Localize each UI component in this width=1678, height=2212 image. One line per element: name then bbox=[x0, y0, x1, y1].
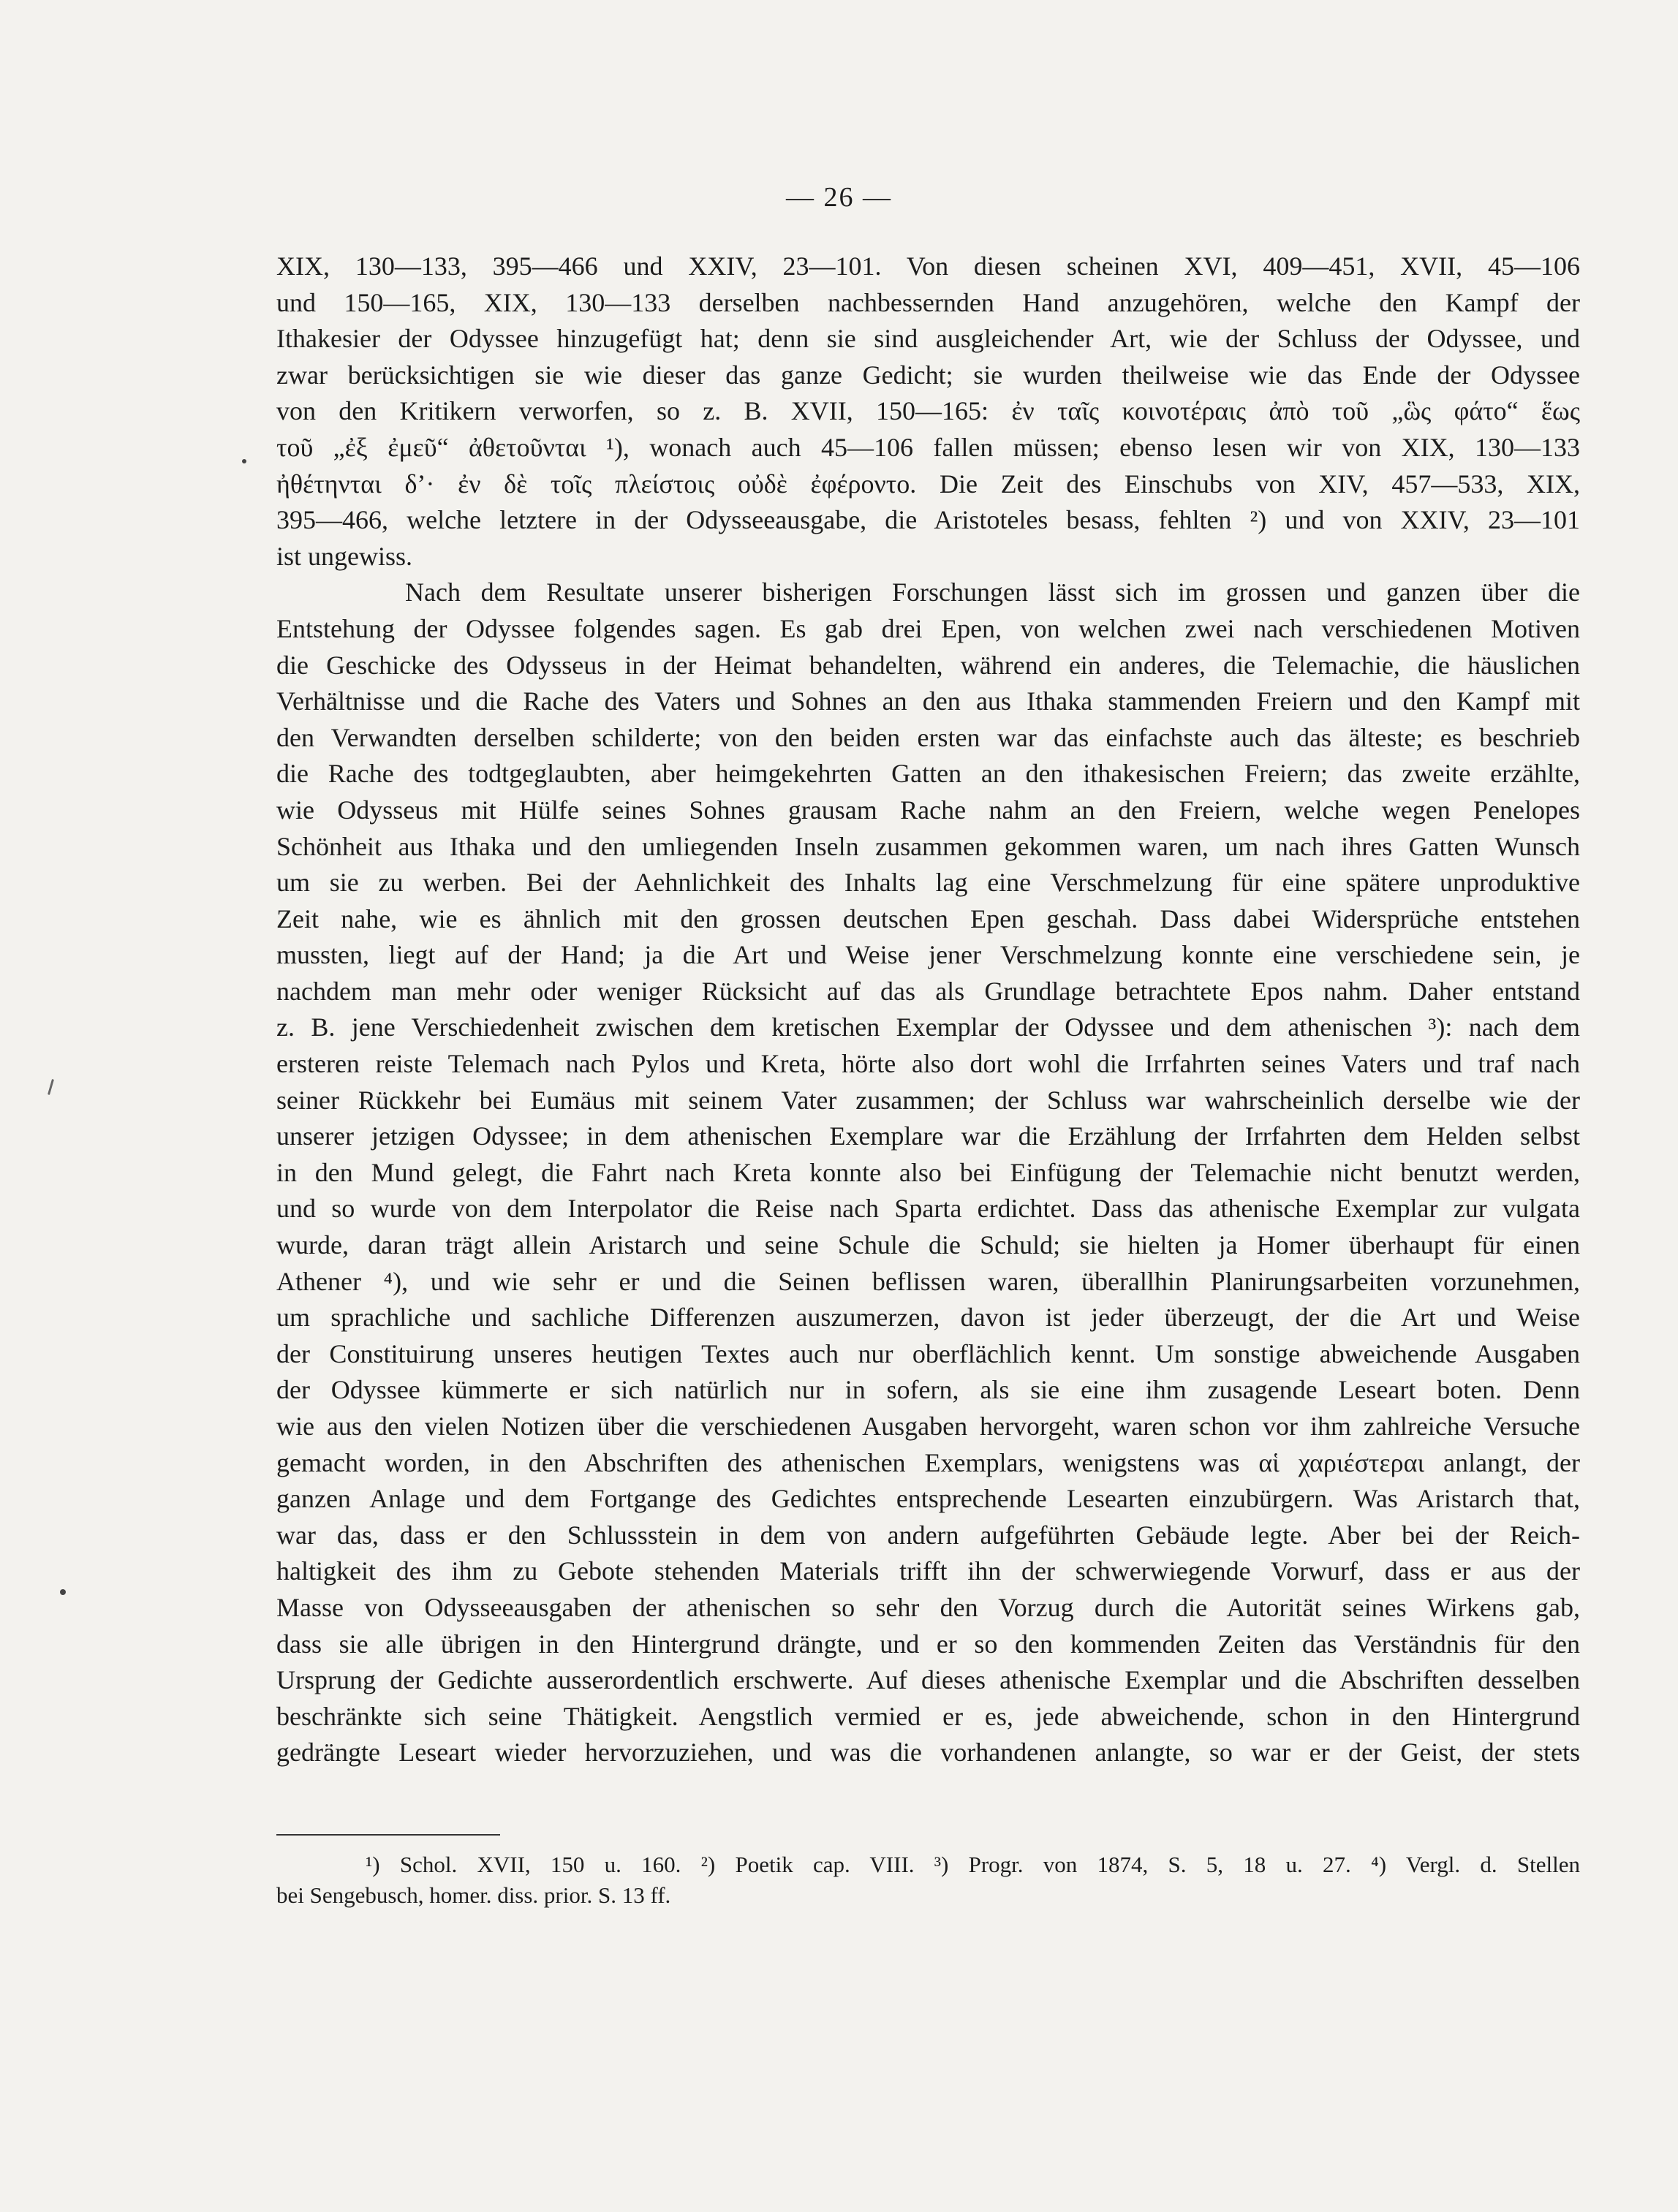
text-line: gedrängte Leseart wieder hervorzuziehen, und was die vorhandenen anlangte, so war er der Geist, der stets bbox=[276, 1738, 1580, 1768]
text-line: gemacht worden, in den Abschriften des athenischen Exemplars, wenigstens was αἱ χαριέστεραι anlangt, der bbox=[276, 1447, 1580, 1477]
text-line: wurde, daran trägt allein Aristarch und seine Schule die Schuld; sie hielten ja Homer überhaupt für einen bbox=[276, 1230, 1580, 1260]
text-line: die Geschicke des Odysseus in der Heimat behandelten, während ein anderes, die Telemachie, die häuslichen bbox=[276, 650, 1580, 680]
footnote-line: ¹) Schol. XVII, 150 u. 160. ²) Poetik cap. VIII. ³) Progr. von 1874, S. 5, 18 u. 27. ⁴) Vergl. d. Stellen bbox=[366, 1852, 1580, 1877]
text-line: Zeit nahe, wie es ähnlich mit den grossen deutschen Epen geschah. Dass dabei Widersprüche entstehen bbox=[276, 904, 1580, 933]
text-line: zwar berücksichtigen sie wie dieser das ganze Gedicht; sie wurden theilweise wie das Ende der Odyssee bbox=[276, 360, 1580, 390]
text-line: Athener ⁴), und wie sehr er und die Seinen beflissen waren, überallhin Planirungsarbeiten vorzunehmen, bbox=[276, 1266, 1580, 1296]
margin-tick bbox=[48, 1079, 54, 1095]
text-line: XIX, 130—133, 395—466 und XXIV, 23—101. Von diesen scheinen XVI, 409—451, XVII, 45—106 bbox=[276, 251, 1580, 281]
text-line: unserer jetzigen Odyssee; in dem athenischen Exemplare war die Erzählung der Irrfahrten dem Helden selbst bbox=[276, 1121, 1580, 1151]
text-line: Masse von Odysseeausgaben der athenischen so sehr den Vorzug durch die Autorität seines Wirkens gab, bbox=[276, 1592, 1580, 1622]
margin-dot bbox=[60, 1589, 66, 1595]
text-line: und so wurde von dem Interpolator die Reise nach Sparta erdichtet. Dass das athenische Exemplar zur vulgata bbox=[276, 1194, 1580, 1224]
text-line: wie Odysseus mit Hülfe seines Sohnes grausam Rache nahm an den Freiern, welche wegen Penelopes bbox=[276, 795, 1580, 825]
text-line: in den Mund gelegt, die Fahrt nach Kreta konnte also bei Einfügung der Telemachie nicht benutzt werden, bbox=[276, 1157, 1580, 1187]
footnote-line: bei Sengebusch, homer. diss. prior. S. 13 ff. bbox=[276, 1882, 671, 1908]
footnote-divider bbox=[276, 1834, 500, 1836]
text-line: um sie zu werben. Bei der Aehnlichkeit des Inhalts lag eine Verschmelzung für eine spätere unproduktive bbox=[276, 868, 1580, 898]
text-line: Entstehung der Odyssee folgendes sagen. Es gab drei Epen, von welchen zwei nach verschiedenen Motiven bbox=[276, 613, 1580, 643]
footnotes bbox=[276, 1849, 1580, 1911]
text-line: Ithakesier der Odyssee hinzugefügt hat; denn sie sind ausgleichender Art, wie der Schluss der Odyssee, und bbox=[276, 324, 1580, 354]
text-line: Schönheit aus Ithaka und den umliegenden Inseln zusammen gekommen waren, um nach ihres Gatten Wunsch bbox=[276, 831, 1580, 861]
text-line: war das, dass er den Schlussstein in dem von andern aufgeführten Gebäude legte. Aber bei der Reich- bbox=[276, 1520, 1580, 1550]
text-line: Verhältnisse und die Rache des Vaters und Sohnes an den aus Ithaka stammenden Freiern und den Kampf mit bbox=[276, 686, 1580, 716]
text-line: 395—466, welche letztere in der Odysseeausgabe, die Aristoteles besass, fehlten ²) und von XXIV, 23—101 bbox=[276, 505, 1580, 535]
text-line: die Rache des todtgeglaubten, aber heimgekehrten Gatten an den ithakesischen Freiern; das zweite erzählte, bbox=[276, 759, 1580, 789]
text-line: z. B. jene Verschiedenheit zwischen dem kretischen Exemplar der Odyssee und dem athenischen ³): nach dem bbox=[276, 1012, 1580, 1042]
text-line: dass sie alle übrigen in den Hintergrund drängte, und er so den kommenden Zeiten das Verständnis für den bbox=[276, 1629, 1580, 1659]
text-line: ersteren reiste Telemach nach Pylos und Kreta, hörte also dort wohl die Irrfahrten seines Vaters und traf nach bbox=[276, 1049, 1580, 1079]
text-line: seiner Rückkehr bei Eumäus mit seinem Vater zusammen; der Schluss war wahrscheinlich derselbe wie der bbox=[276, 1085, 1580, 1115]
text-line: und 150—165, XIX, 130—133 derselben nachbessernden Hand anzugehören, welche den Kampf der bbox=[276, 287, 1580, 317]
text-line: um sprachliche und sachliche Differenzen auszumerzen, davon ist jeder überzeugt, der die Art und Weise bbox=[276, 1303, 1580, 1333]
text-line: von den Kritikern verworfen, so z. B. XVII, 150—165: ἐν ταῖς κοινοτέραις ἀπὸ τοῦ „ὣς φάτο“ ἕως bbox=[276, 396, 1580, 426]
text-line: mussten, liegt auf der Hand; ja die Art und Weise jener Verschmelzung konnte eine verschiedene sein, je bbox=[276, 940, 1580, 970]
text-line: ganzen Anlage und dem Fortgange des Gedichtes entsprechende Lesearten einzubürgern. Was Aristarch that, bbox=[276, 1484, 1580, 1514]
text-line: der Odyssee kümmerte er sich natürlich nur in sofern, als sie eine ihm zusagende Leseart boten. Denn bbox=[276, 1375, 1580, 1405]
body-text bbox=[276, 249, 1580, 1771]
text-line: nachdem man mehr oder weniger Rücksicht auf das als Grundlage betrachtete Epos nahm. Daher entstand bbox=[276, 976, 1580, 1006]
text-line: beschränkte sich seine Thätigkeit. Aengstlich vermied er es, jede abweichende, schon in den Hintergrund bbox=[276, 1701, 1580, 1731]
margin-dot bbox=[242, 459, 246, 463]
paragraph-start-line: Nach dem Resultate unserer bisherigen Forschungen lässt sich im grossen und ganzen über die bbox=[405, 577, 1580, 607]
text-line: haltigkeit des ihm zu Gebote stehenden Materials trifft ihn der schwerwiegende Vorwurf, dass er aus der bbox=[276, 1556, 1580, 1586]
text-line: ἠθέτηνται δ’· ἐν δὲ τοῖς πλείστοις οὐδὲ ἐφέροντο. Die Zeit des Einschubs von XIV, 457—533, XIX, bbox=[276, 469, 1580, 499]
text-line: wie aus den vielen Notizen über die verschiedenen Ausgaben hervorgeht, waren schon vor ihm zahlreiche Versuche bbox=[276, 1412, 1580, 1441]
text-line: Ursprung der Gedichte ausserordentlich erschwerte. Auf dieses athenische Exemplar und die Abschriften desselben bbox=[276, 1665, 1580, 1695]
page-number: — 26 — bbox=[786, 182, 892, 213]
text-line: der Constituirung unseres heutigen Textes auch nur oberflächlich kennt. Um sonstige abweichende Ausgaben bbox=[276, 1338, 1580, 1368]
text-line: ist ungewiss. bbox=[276, 541, 413, 571]
text-line: den Verwandten derselben schilderte; von den beiden ersten war das einfachste auch das älteste; es beschrieb bbox=[276, 722, 1580, 752]
text-line: τοῦ „ἐξ ἐμεῦ“ ἀθετοῦνται ¹), wonach auch 45—106 fallen müssen; ebenso lesen wir von XIX, 130—133 bbox=[276, 432, 1580, 462]
